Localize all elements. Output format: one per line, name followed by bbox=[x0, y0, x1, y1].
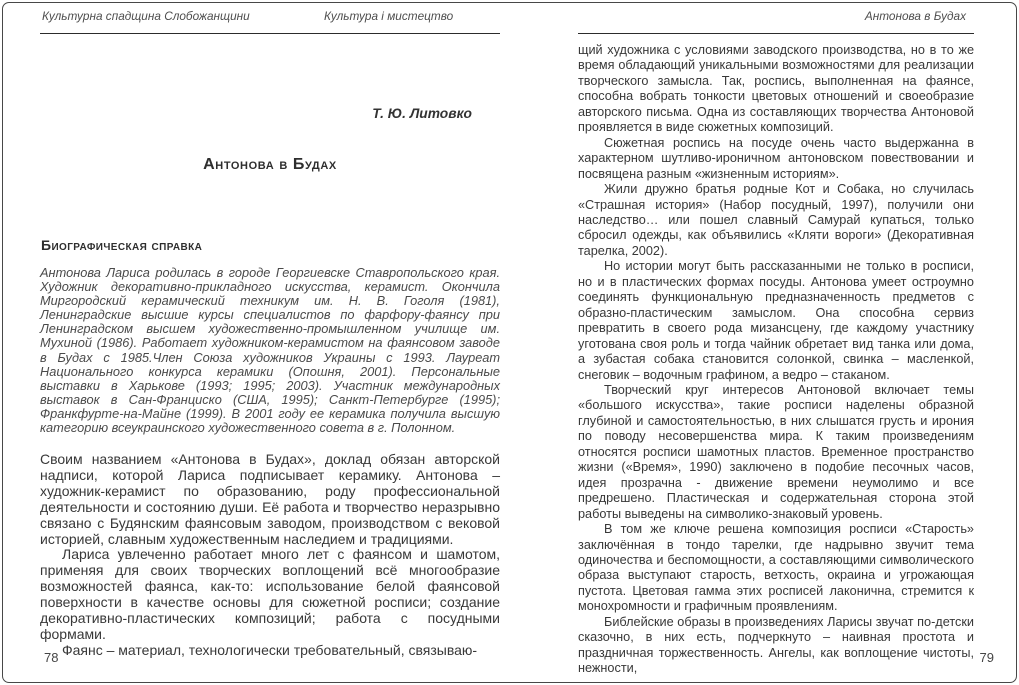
article-title: Антонова в Будах bbox=[203, 156, 337, 173]
bio-paragraph: Антонова Лариса родилась в городе Георгиевске Ставропольского края. Художник декоративно-прикладного искусства, керамист. Окончила Миргородский керамический техникум им. Н. В. Гоголя (1981), Ленинградские высшие курсы специалистов по фарфору-фаянсу при Ленинградском высшем художественно-промышленном училище им. Мухиной (1986). Работает художником-керамистом на фаянсовом заводе в Будах с 1985.Член Союза художников Украины с 1993. Лауреат Национального конкурса керамики (Опошня, 2001). Персональные выставки в Харькове (1993; 1995; 2003). Участник международных выставок в Сан-Франциско (США, 1995); Санкт-Петербурге (1995); Франкфурте-на-Майне (1999). В 2001 году ее керамика получила высшую категорию всеукраинского художественного совета в г. Полонном. bbox=[40, 265, 500, 436]
bio-section-heading: Биографическая справка bbox=[41, 237, 203, 253]
paragraph: Сюжетная роспись на посуде очень часто выдержанна в характерном шутливо-ироничном антоновском повествовании и посвящена разным «жизненным историям». bbox=[578, 135, 974, 181]
right-page bbox=[578, 0, 994, 685]
paragraph: Фаянс – материал, технологически требовательный, связываю- bbox=[62, 641, 478, 658]
left-running-head bbox=[40, 9, 500, 25]
header-rule bbox=[40, 33, 500, 34]
paragraph: В том же ключе решена композиция росписи «Старость» заключённая в тондо тарелки, где надрывно звучит тема одиночества и беспомощности, а составляющими символического образа выступают старость, ветхость, окраина и угрожающая пустота. Цветовая гамма этих росписей лаконична, стремится к монохромности и графичным проявлениям. bbox=[578, 522, 974, 614]
running-head-article-title: Антонова в Будах bbox=[864, 9, 966, 23]
page-number-left: 78 bbox=[44, 650, 59, 665]
page-number-right: 79 bbox=[979, 650, 994, 665]
header-rule bbox=[578, 33, 974, 34]
article-author: Т. Ю. Литовко bbox=[372, 106, 472, 121]
paragraph: Творческий круг интересов Антоновой включает темы «большого искусства», такие росписи наделены образной глубиной и самостоятельностью, в них слышатся грусть и ирония по поводу несовершенства мира. К таким произведениям относятся росписи шамотных пластов. Временное пространство жизни («Время», 1990) заключено в подобие песочных часов, идея прозрачна - движение времени неумолимо и все предрешено. Пластическая и содержательная сторона этой работы выведены на символико-знаковый уровень. bbox=[578, 382, 974, 521]
running-head-section-title: Культура і мистецтво bbox=[324, 9, 454, 23]
paragraph: щий художника с условиями заводского производства, но в то же время обладающий уникальными возможностями для реализации творческого замысла. Так, роспись, выполненная на фаянсе, способна вобрать тонкости цветовых отношений и своеобразие авторского письма. Одна из составляющих творчества Антоновой проявляется в виде сюжетных композиций. bbox=[578, 43, 974, 135]
paragraph: Лариса увлеченно работает много лет с фаянсом и шамотом, применяя для своих творческих воплощений всё многообразие возможностей фаянса, как-то: использование белой фаянсовой поверхности в качестве основы для сюжетной росписи; создание декоративно-пластических композиций; работа с посудными формами. bbox=[40, 546, 500, 642]
paragraph: Но истории могут быть рассказанными не только в росписи, но и в пластических формах посуды. Антонова умеет остроумно соединять функциональную предназначенность предметов с образно-пластическим замыслом. Она способна сервиз превратить в своего рода мизансцену, где каждому участнику уготована своя роль и тогда чайник обретает вид танка или дома, а зубастая собака становится солонкой, свинка – масленкой, снеговик – водочным графином, а ведро – стаканом. bbox=[578, 259, 974, 382]
running-head-series-title: Культурна спадщина Слобожанщини bbox=[42, 9, 250, 23]
paragraph: Библейские образы в произведениях Ларисы звучат по-детски сказочно, в них есть, подчеркнуто – наивная простота и праздничная торжественность. Ангелы, как воплощение чистоты, нежности, bbox=[578, 614, 974, 676]
paragraph: Жили дружно братья родные Кот и Собака, но случилась «Страшная история» (Набор посудный, 1997), получили они наследство… или пошел славный Самурай купаться, только сбросил одежды, как объявились «Кляти вороги» (Декоративная тарелка, 2002). bbox=[578, 182, 974, 258]
left-page-body bbox=[40, 452, 500, 659]
paragraph: Своим названием «Антонова в Будах», доклад обязан авторской надписи, которой Лариса подписывает керамику. Антонова – художник-керамист по образованию, роду профессиональной деятельности и состоянию души. Её работа и творчество неразрывно связано с Будянским фаянсовым заводом, производством с вековой историей, славным художественным наследием и традициями. bbox=[40, 451, 500, 547]
left-page bbox=[40, 0, 500, 685]
right-running-head bbox=[578, 9, 974, 25]
right-page-body bbox=[578, 43, 974, 677]
